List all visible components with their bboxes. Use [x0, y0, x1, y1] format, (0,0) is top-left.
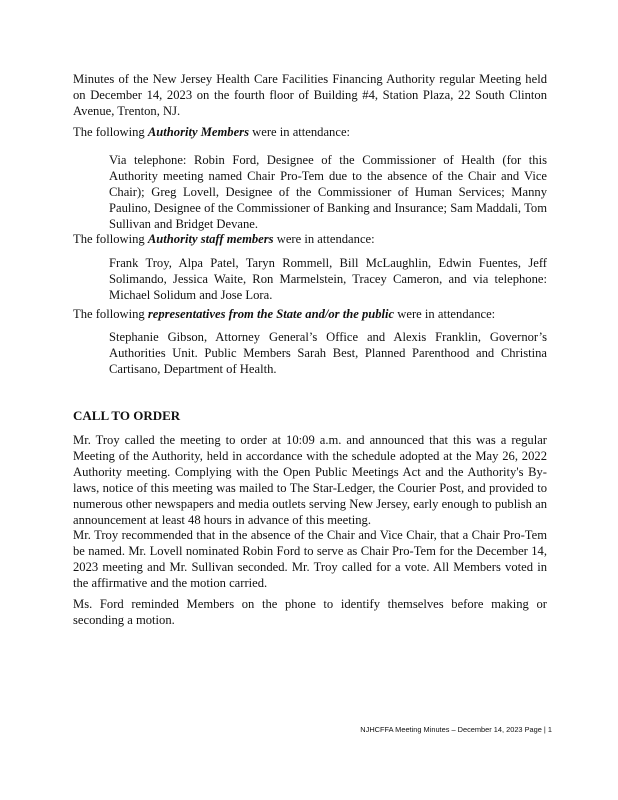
page-footer: NJHCFFA Meeting Minutes – December 14, 2023 Page | 1: [360, 725, 552, 734]
call-to-order-paragraph-3: Ms. Ford reminded Members on the phone to identify themselves before making or seconding a motion.: [73, 597, 547, 627]
staff-label: Authority staff members: [147, 232, 274, 246]
staff-list: Frank Troy, Alpa Patel, Taryn Rommell, Bill McLaughlin, Edwin Fuentes, Jeff Solimando, Jessica Waite, Ron Marmelstein, Tracey Cameron, and via telephone: Michael Solidum and Jose Lora.: [109, 256, 547, 302]
public-attendance-line: [73, 307, 547, 323]
public-prefix: The following: [73, 307, 148, 321]
members-prefix: The following: [73, 125, 148, 139]
public-suffix: were in attendance:: [394, 307, 496, 321]
public-label: representatives from the State and/or the public: [147, 307, 395, 321]
staff-suffix: were in attendance:: [273, 232, 375, 246]
members-suffix: were in attendance:: [248, 125, 351, 139]
members-list: Via telephone: Robin Ford, Designee of the Commissioner of Health (for this Authority meeting named Chair Pro-Tem due to the absence of the Chair and Vice Chair); Greg Lovell, Designee of the Commissioner of Human Services; Manny Paulino, Designee of the Commissioner of Banking and Insurance; Sam Maddali, Tom Sullivan and Bridget Devane.: [109, 153, 547, 231]
public-list: Stephanie Gibson, Attorney General’s Office and Alexis Franklin, Governor’s Authorities Unit. Public Members Sarah Best, Planned Parenthood and Christina Cartisano, Department of Health.: [109, 330, 547, 376]
call-to-order-paragraph-2: Mr. Troy recommended that in the absence of the Chair and Vice Chair, that a Chair Pro-Tem be named. Mr. Lovell nominated Robin Ford to serve as Chair Pro-Tem for the December 14, 2023 meeting and Mr. Sullivan seconded. Mr. Troy called for a vote. All Members voted in the affirmative and the motion carried.: [73, 528, 547, 590]
members-label: Authority Members: [147, 125, 249, 139]
call-to-order-heading: CALL TO ORDER: [73, 408, 181, 423]
staff-attendance-line: [73, 232, 547, 248]
members-attendance-line: [73, 125, 547, 141]
intro-paragraph: Minutes of the New Jersey Health Care Facilities Financing Authority regular Meeting held on December 14, 2023 on the fourth floor of Building #4, Station Plaza, 22 South Clinton Avenue, Trenton, NJ.: [73, 72, 547, 118]
staff-prefix: The following: [73, 232, 148, 246]
call-to-order-paragraph-1: Mr. Troy called the meeting to order at 10:09 a.m. and announced that this was a regular Meeting of the Authority, held in accordance with the schedule adopted at the May 26, 2022 Authority meeting. Complying with the Open Public Meetings Act and the Authority's By-laws, notice of this meeting was mailed to The Star-Ledger, the Courier Post, and provided to numerous other newspapers and media outlets serving New Jersey, early enough to publish an announcement at least 48 hours in advance of this meeting.: [73, 433, 547, 527]
